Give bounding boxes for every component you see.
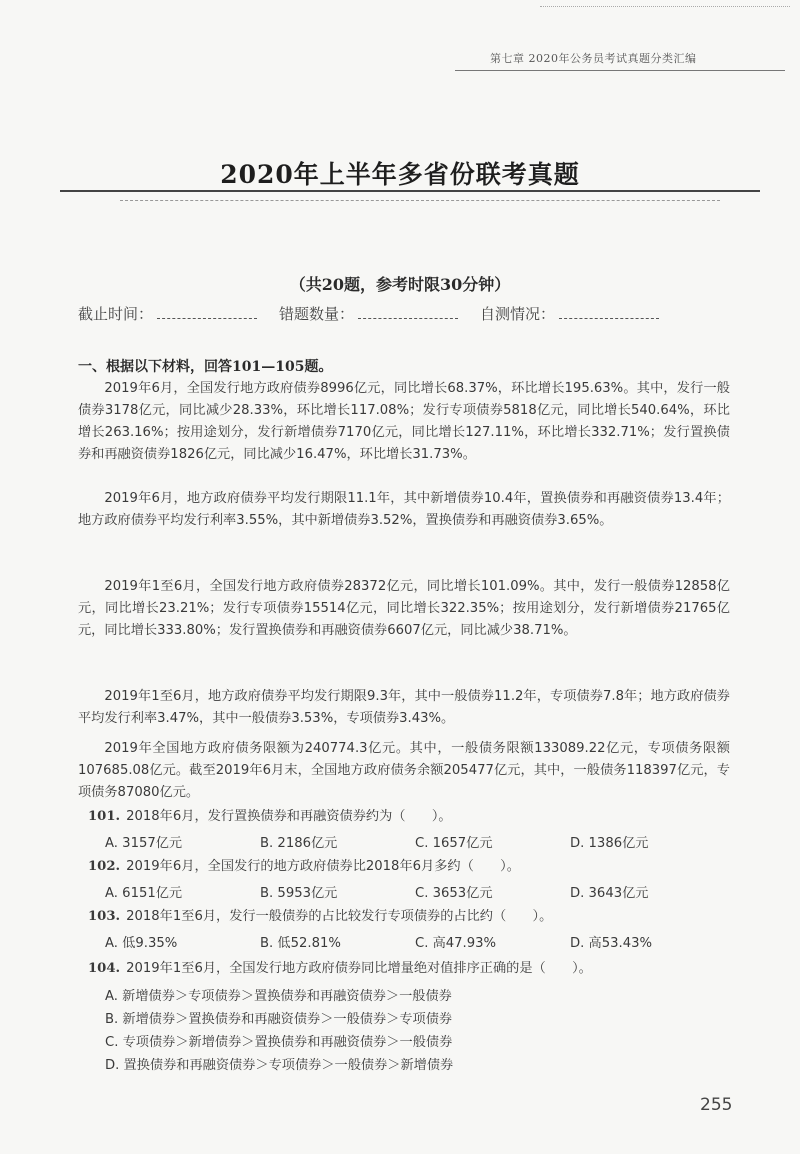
self-eval-label: 自测情况：	[480, 305, 556, 323]
question-101-options	[105, 832, 725, 851]
question-text: 2019年1至6月，全国发行地方政府债券同比增量绝对值排序正确的是（ ）。	[126, 961, 592, 976]
self-eval-blank	[559, 306, 659, 319]
question-text: 2019年6月，全国发行的地方政府债券比2018年6月多约（ ）。	[126, 859, 520, 874]
option-a[interactable]: A. 6151亿元	[105, 886, 183, 901]
question-number: 103.	[88, 909, 121, 924]
errors-blank	[358, 306, 458, 319]
running-header: 第七章 2020年公务员考试真题分类汇编	[490, 52, 697, 65]
option-c[interactable]: C. 1657亿元	[415, 836, 493, 851]
question-104	[88, 958, 728, 980]
option-d[interactable]: D. 置换债券和再融资债券＞专项债券＞一般债券＞新增债券	[105, 1058, 454, 1073]
deadline-field	[78, 303, 257, 324]
question-number: 104.	[88, 961, 121, 976]
question-102	[88, 856, 728, 878]
option-a[interactable]: A. 新增债券＞专项债券＞置换债券和再融资债券＞一般债券	[105, 989, 452, 1004]
info-row	[78, 303, 758, 324]
question-text: 2018年6月，发行置换债券和再融资债券约为（ ）。	[126, 809, 452, 824]
section-heading: 一、根据以下材料，回答101—105题。	[78, 359, 333, 375]
question-102-options	[105, 882, 725, 901]
option-b[interactable]: B. 2186亿元	[260, 836, 338, 851]
question-103	[88, 906, 728, 928]
option-b[interactable]: B. 低52.81%	[260, 936, 341, 951]
page-number: 255	[700, 1095, 733, 1115]
errors-label: 错题数量：	[279, 305, 355, 323]
question-103-options	[105, 932, 725, 951]
material-paragraph: 2019年1至6月，全国发行地方政府债券28372亿元，同比增长101.09%。其中，发行一般债券12858亿元，同比增长23.21%；发行专项债券15514亿元，同比增长322.35%；按用途划分，发行新增债券21765亿元，同比增长333.80%；发行置换债券和再融资债券6607亿元，同比减少38.71%。	[78, 579, 730, 638]
option-c[interactable]: C. 高47.93%	[415, 936, 497, 951]
material-paragraph: 2019年6月，全国发行地方政府债券8996亿元，同比增长68.37%，环比增长195.63%。其中，发行一般债券3178亿元，同比减少28.33%，环比增长117.08%；发行专项债券5818亿元，同比增长540.64%，环比增长263.16%；按用途划分，发行新增债券7170亿元，同比增长127.11%，环比增长332.71%；发行置换债券和再融资债券1826亿元，同比减少16.47%，环比增长31.73%。	[78, 381, 730, 462]
deadline-label: 截止时间：	[78, 305, 154, 323]
self-eval-field	[480, 303, 659, 324]
question-text: 2018年1至6月，发行一般债券的占比较发行专项债券的占比约（ ）。	[126, 909, 553, 924]
option-c[interactable]: C. 3653亿元	[415, 886, 493, 901]
material-paragraph: 2019年全国地方政府债务限额为240774.3亿元。其中，一般债务限额133089.22亿元，专项债务限额107685.08亿元。截至2019年6月末，全国地方政府债务余额205477亿元，其中，一般债务118397亿元，专项债务87080亿元。	[78, 741, 730, 800]
option-c[interactable]: C. 专项债券＞新增债券＞置换债券和再融资债券＞一般债券	[105, 1035, 453, 1050]
title-rule	[60, 190, 760, 192]
page-title: 2020年上半年多省份联考真题	[220, 160, 580, 189]
material-paragraph: 2019年1至6月，地方政府债券平均发行期限9.3年，其中一般债券11.2年，专项债券7.8年；地方政府债券平均发行利率3.47%，其中一般债券3.53%，专项债券3.43%。	[78, 689, 730, 726]
question-101	[88, 806, 728, 828]
subtitle: （共20题，参考时限30分钟）	[289, 275, 511, 294]
option-d[interactable]: D. 3643亿元	[570, 886, 649, 901]
question-number: 102.	[88, 859, 121, 874]
option-b[interactable]: B. 5953亿元	[260, 886, 338, 901]
option-b[interactable]: B. 新增债券＞置换债券和再融资债券＞一般债券＞专项债券	[105, 1012, 453, 1027]
title-dashed-rule	[120, 200, 720, 201]
deadline-blank	[157, 306, 257, 319]
option-d[interactable]: D. 1386亿元	[570, 836, 649, 851]
material-paragraph: 2019年6月，地方政府债券平均发行期限11.1年，其中新增债券10.4年，置换债券和再融资债券13.4年；地方政府债券平均发行利率3.55%，其中新增债券3.52%，置换债券和再融资债券3.65%。	[78, 491, 730, 528]
question-number: 101.	[88, 809, 121, 824]
option-a[interactable]: A. 3157亿元	[105, 836, 183, 851]
header-rule	[455, 70, 785, 71]
option-a[interactable]: A. 低9.35%	[105, 936, 178, 951]
top-dotted-line	[540, 6, 790, 8]
option-d[interactable]: D. 高53.43%	[570, 936, 653, 951]
errors-field	[279, 303, 458, 324]
